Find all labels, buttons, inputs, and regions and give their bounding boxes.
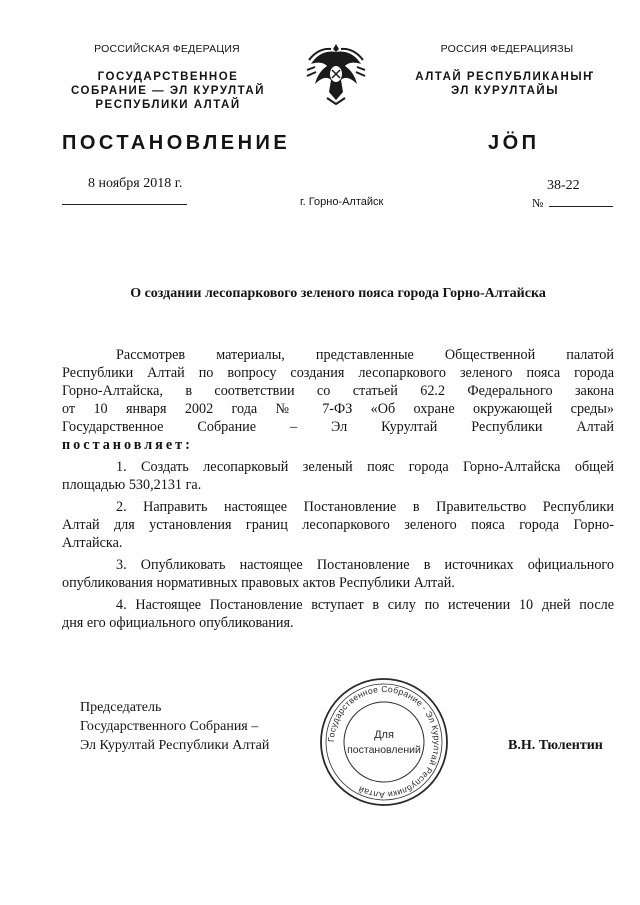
- item-4-line-2: дня его официального опубликования.: [62, 615, 294, 631]
- document-title: О создании лесопаркового зеленого пояса города Горно-Алтайска: [130, 286, 546, 301]
- intro-line-4: от 10 января 2002 года № 7-ФЗ «Об охране окружающей среды»: [62, 401, 614, 417]
- intro-line-2: Республики Алтай по вопросу создания лесопаркового зеленого пояса города: [62, 365, 614, 381]
- item-3-line-2: опубликования нормативных правовых актов Республики Алтай.: [62, 575, 455, 591]
- position-line-2: Государственного Собрания –: [80, 719, 259, 734]
- signatory-position: [80, 698, 269, 755]
- number-underline: [549, 206, 613, 207]
- item-3-line-1: 3. Опубликовать настоящее Постановление в источниках официального: [116, 557, 614, 573]
- item-1-line-1: 1. Создать лесопарковый зеленый пояс города Горно-Алтайска общей: [116, 459, 614, 475]
- stamp-center-line-2: постановлений: [347, 744, 421, 756]
- header-left-org: [68, 70, 268, 112]
- number-sign: №: [532, 196, 544, 210]
- document-place: г. Горно-Алтайск: [300, 196, 384, 208]
- stamp-ring-text: Государственное Собрание - Эл Курултай Республики Алтай: [325, 683, 443, 801]
- intro-line-3: Горно-Алтайска, в соответствии со статьей 62.2 Федерального закона: [62, 383, 614, 399]
- item-2-line-2: Алтай для установления границ лесопаркового зеленого пояса города Горно-: [62, 517, 614, 533]
- intro-line-5: Государственное Собрание – Эл Курултай Республики Алтай: [62, 419, 614, 435]
- position-line-1: Председатель: [80, 700, 162, 715]
- intro-line-1: Рассмотрев материалы, представленные Общественной палатой: [116, 347, 614, 363]
- header-right-org-line-2: ЭЛ КУРУЛТАЙЫ: [451, 85, 559, 97]
- resolves-word: постановляет:: [62, 437, 193, 453]
- header-right-org-line-1: АЛТАЙ РЕСПУБЛИКАНЫҤ: [415, 71, 595, 83]
- item-4-line-1: 4. Настоящее Постановление вступает в силу по истечении 10 дней после: [116, 597, 614, 613]
- svg-text:Государственное Собрание - Эл: [326, 684, 442, 800]
- doc-type-right: JӦП: [488, 132, 540, 154]
- header-left-org-line-2: СОБРАНИЕ — ЭЛ КУРУЛТАЙ: [71, 85, 265, 97]
- item-2-line-3: Алтайска.: [62, 535, 123, 551]
- doc-type-left: ПОСТАНОВЛЕНИЕ: [62, 132, 291, 154]
- item-2-line-1: 2. Направить настоящее Постановление в Правительство Республики: [116, 499, 614, 515]
- header-left-org-line-1: ГОСУДАРСТВЕННОЕ: [97, 71, 239, 83]
- header-right-country: РОССИЯ ФЕДЕРАЦИЯЗЫ: [440, 43, 574, 55]
- stamp-center-line-1: Для: [374, 729, 394, 741]
- header-left-country: РОССИЙСКАЯ ФЕДЕРАЦИЯ: [94, 43, 240, 55]
- item-1-line-2: площадью 530,2131 га.: [62, 477, 202, 493]
- official-stamp: [316, 674, 452, 810]
- date-underline: [62, 204, 187, 205]
- document-number: 38-22: [547, 178, 580, 193]
- position-line-3: Эл Курултай Республики Алтай: [80, 738, 270, 753]
- document-date: 8 ноября 2018 г.: [88, 176, 183, 191]
- header-left-org-line-3: РЕСПУБЛИКИ АЛТАЙ: [95, 99, 241, 111]
- coat-of-arms-emblem: [305, 40, 367, 106]
- signatory-name: В.Н. Тюлентин: [508, 738, 603, 753]
- header-right-org: [400, 70, 610, 98]
